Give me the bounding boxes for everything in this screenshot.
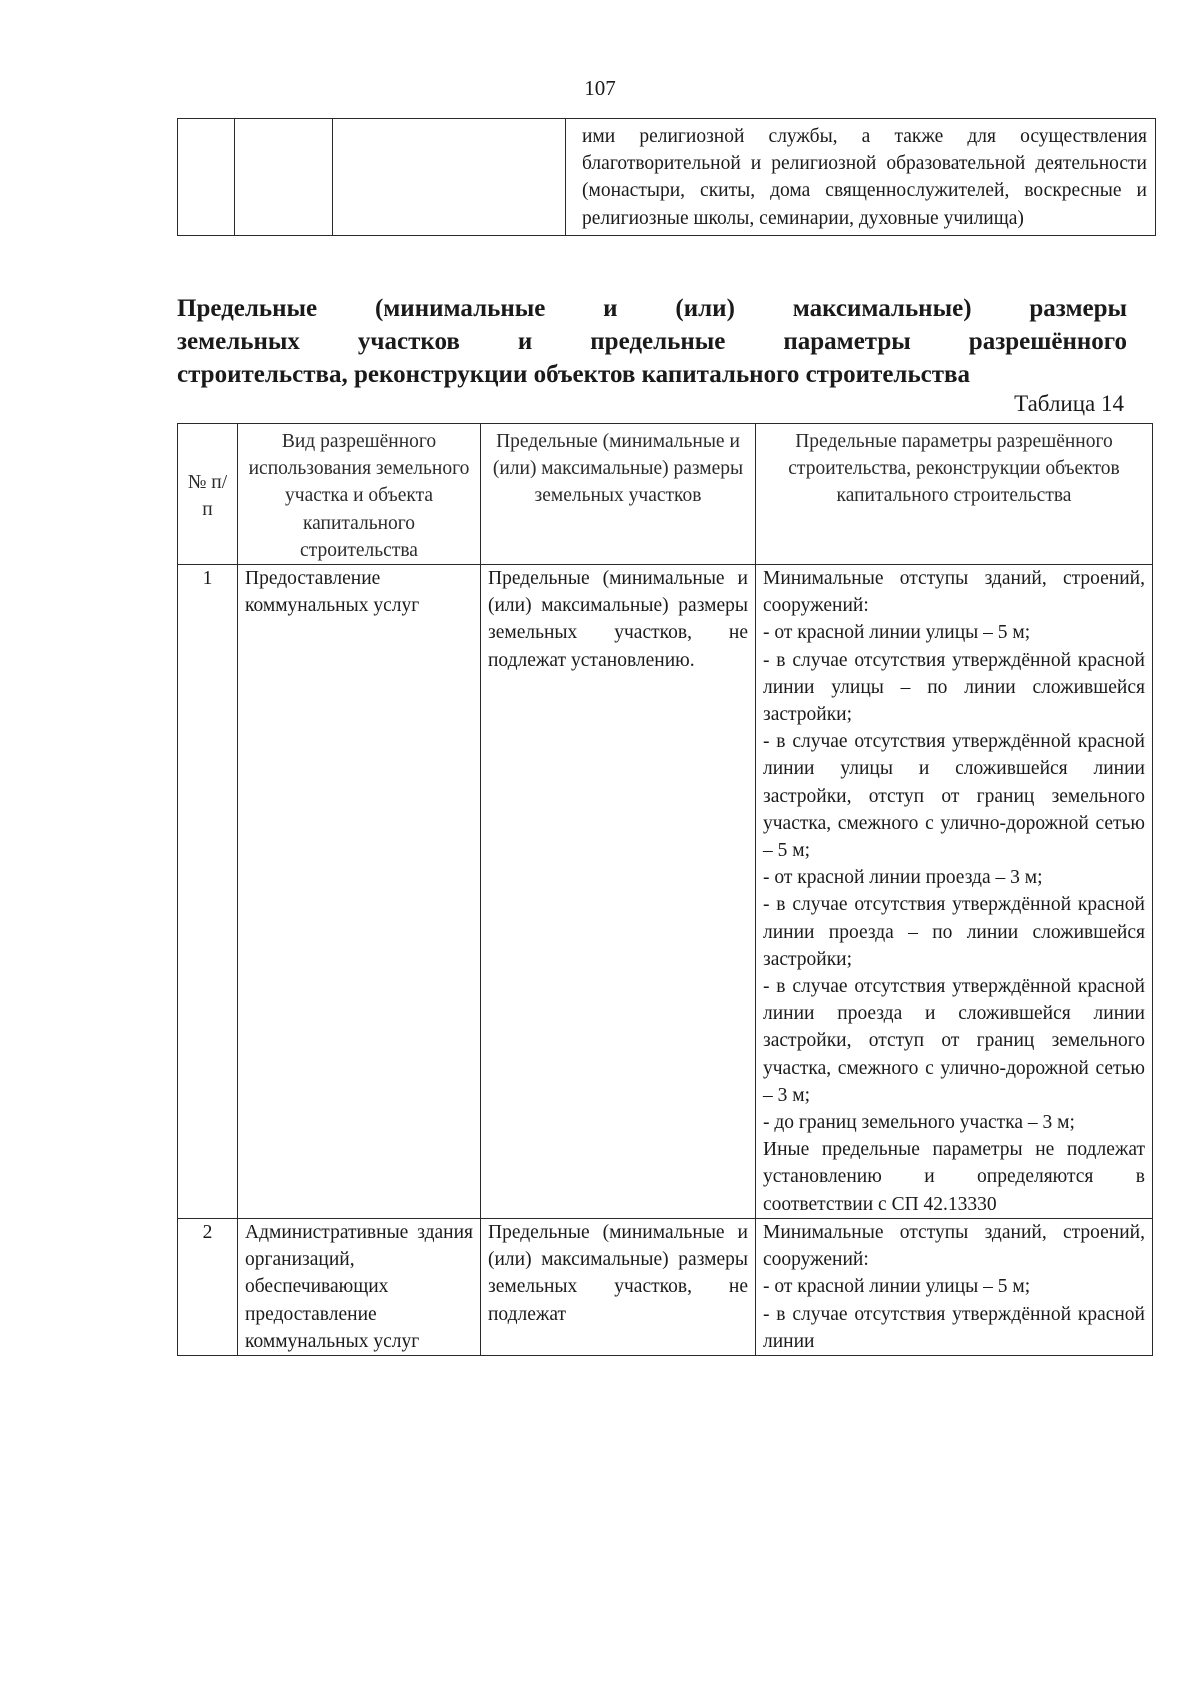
- param-item: - в случае отсутствия утверждённой красной линии проезда – по линии сложившейся застройки;: [763, 894, 1145, 970]
- param-item: Минимальные отступы зданий, строений, сооружений:: [763, 1221, 1145, 1271]
- row-building-params: [756, 565, 1153, 1219]
- heading-line: строительства, реконструкции объектов капитального строительства: [177, 361, 971, 388]
- table-cell: [235, 119, 333, 236]
- param-item: - от красной линии проезда – 3 м;: [763, 867, 1043, 889]
- parameters-table: [177, 423, 1153, 1356]
- table-caption: Таблица 14: [1014, 391, 1124, 416]
- heading-line: Предельные (минимальные и (или) максимальные) размеры: [177, 295, 1127, 322]
- religious-use-description: ими религиозной службы, а также для осуществления благотворительной и религиозной образовательной деятельности (монастыри, скиты, дома священнослужителей, воскресные и религиозные школы, семинарии, духовные училища): [566, 119, 1156, 236]
- row-plot-size: [481, 1218, 756, 1355]
- table-cell: [178, 119, 235, 236]
- header-num: № п/п: [178, 424, 238, 565]
- param-item: - от красной линии улицы – 5 м;: [763, 622, 1031, 644]
- continuation-table: [177, 118, 1156, 236]
- param-item: - до границ земельного участка – 3 м;: [763, 1112, 1075, 1134]
- row-plot-size: Предельные (минимальные и (или) максимальные) размеры земельных участков, не подлежат установлению.: [481, 565, 756, 1219]
- param-item: Минимальные отступы зданий, строений, сооружений:: [763, 568, 1145, 617]
- row-num: 2: [178, 1218, 238, 1355]
- section-heading: [177, 292, 1127, 391]
- header-building-params: Предельные параметры разрешённого строительства, реконструкции объектов капитального строительства: [756, 424, 1153, 565]
- heading-line: земельных участков и предельные параметры разрешённого: [177, 328, 1127, 355]
- row-plot-size-text: Предельные (минимальные и (или) максимальные) размеры земельных участков, не подлежат: [488, 1221, 748, 1325]
- table-row: [178, 119, 1156, 236]
- param-item: - в случае отсутствия утверждённой красной линии проезда и сложившейся линии застройки, отступ от границ земельного участка, смежного с улично-дорожной сетью – 3 м;: [763, 976, 1145, 1106]
- table-row: [178, 1218, 1153, 1355]
- row-use-type-text: Административные здания организаций, обеспечивающих предоставление коммунальных услуг: [245, 1221, 473, 1352]
- param-item: - от красной линии улицы – 5 м;: [763, 1276, 1031, 1298]
- param-item: - в случае отсутствия утверждённой красной линии улицы и сложившейся линии застройки, отступ от границ земельного участка, смежного с улично-дорожной сетью – 5 м;: [763, 731, 1145, 862]
- row-use-type: Предоставление коммунальных услуг: [238, 565, 481, 1219]
- header-plot-size: Предельные (минимальные и (или) максимальные) размеры земельных участков: [481, 424, 756, 565]
- param-item: - в случае отсутствия утверждённой красной линии улицы – по линии сложившейся застройки;: [763, 649, 1145, 726]
- header-use-type: Вид разрешённого использования земельного участка и объекта капитального строительства: [238, 424, 481, 565]
- row-building-params-text: [763, 1219, 1145, 1355]
- row-num: 1: [178, 565, 238, 1219]
- row-building-params: [756, 1218, 1153, 1355]
- page-number: 107: [584, 76, 616, 100]
- table-header-row: [178, 424, 1153, 565]
- param-item: - в случае отсутствия утверждённой красной линии: [763, 1303, 1145, 1352]
- table-cell: [333, 119, 566, 236]
- table-row: [178, 565, 1153, 1219]
- param-item: Иные предельные параметры не подлежат установлению и определяются в соответствии с СП 42.13330: [763, 1139, 1145, 1215]
- row-use-type: [238, 1218, 481, 1355]
